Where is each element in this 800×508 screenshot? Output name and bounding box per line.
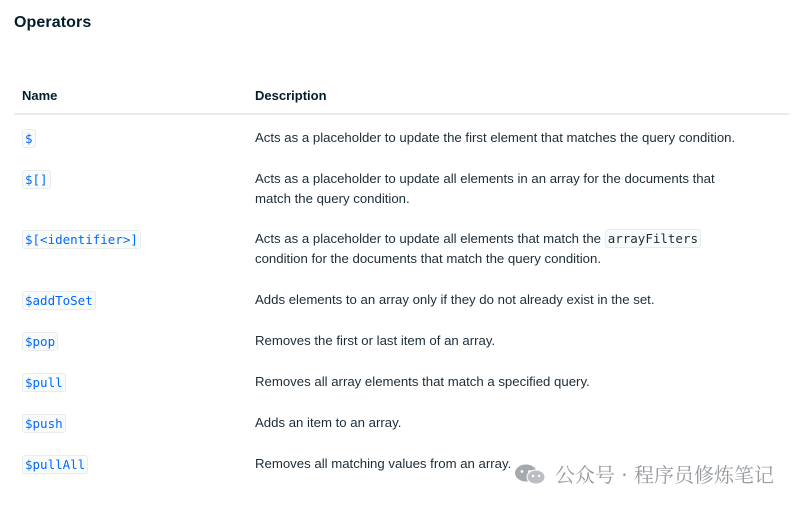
operator-link-positional[interactable]: $ bbox=[22, 129, 36, 148]
operator-link-addtoset[interactable]: $addToSet bbox=[22, 291, 96, 310]
table-row bbox=[14, 413, 789, 433]
watermark-text: 公众号 · 程序员修炼笔记 bbox=[554, 463, 774, 487]
operator-description: Adds elements to an array only if they do not already exist in the set. bbox=[255, 292, 655, 307]
operator-description bbox=[255, 229, 789, 269]
operator-description: Adds an item to an array. bbox=[255, 415, 402, 430]
inline-code-arrayfilters: arrayFilters bbox=[605, 229, 701, 248]
table-row bbox=[14, 229, 789, 269]
table-row bbox=[14, 169, 789, 209]
wechat-icon bbox=[513, 463, 547, 485]
column-header-description: Description bbox=[255, 88, 327, 103]
operator-description: Acts as a placeholder to update the first element that matches the query condition. bbox=[255, 130, 736, 145]
operator-description: Acts as a placeholder to update all elements in an array for the documents that match the query condition. bbox=[255, 171, 715, 206]
page-title: Operators bbox=[14, 14, 92, 31]
watermark bbox=[513, 459, 774, 488]
description-text: Acts as a placeholder to update all elements that match the bbox=[255, 231, 602, 246]
table-row bbox=[14, 331, 789, 351]
table-row bbox=[14, 290, 789, 310]
operator-description: Removes all matching values from an array. bbox=[255, 456, 512, 471]
table-header bbox=[14, 78, 789, 115]
table-row bbox=[14, 372, 789, 392]
operators-table bbox=[14, 78, 789, 474]
operator-description: Removes all array elements that match a specified query. bbox=[255, 374, 590, 389]
table-row bbox=[14, 128, 789, 148]
operator-link-push[interactable]: $push bbox=[22, 414, 66, 433]
operator-link-all-positional[interactable]: $[] bbox=[22, 170, 51, 189]
operator-link-pullall[interactable]: $pullAll bbox=[22, 455, 88, 474]
operator-link-pull[interactable]: $pull bbox=[22, 373, 66, 392]
operator-link-filtered-positional[interactable]: $[<identifier>] bbox=[22, 230, 141, 249]
column-header-name: Name bbox=[22, 88, 58, 103]
description-text: condition for the documents that match the query condition. bbox=[255, 251, 602, 266]
operator-link-pop[interactable]: $pop bbox=[22, 332, 58, 351]
operator-description: Removes the first or last item of an array. bbox=[255, 333, 496, 348]
